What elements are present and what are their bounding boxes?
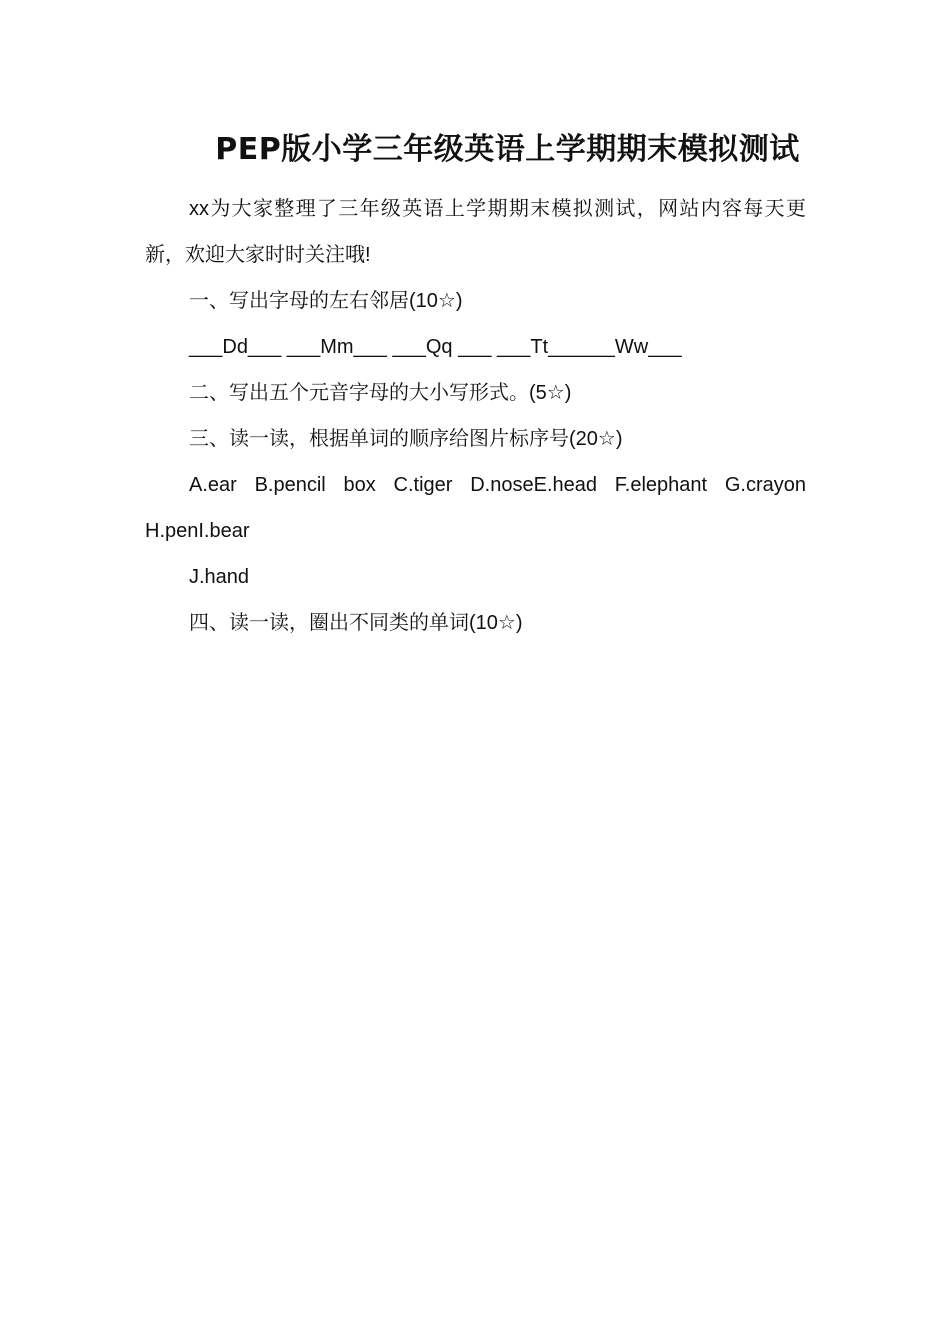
section-1-heading: 一、写出字母的左右邻居(10☆) (189, 290, 463, 312)
section-3-heading: 三、读一读，根据单词的顺序给图片标序号(20☆) (189, 428, 623, 450)
section-1-letter-blanks: ___Dd___ ___Mm___ ___Qq ___ ___Tt______Ww___ (189, 336, 682, 358)
section-3-word-list-continued: J.hand (189, 566, 250, 588)
document-title: PEP版小学三年级英语上学期期末模拟测试 (215, 132, 800, 167)
section-2-heading: 二、写出五个元音字母的大小写形式。(5☆) (189, 382, 572, 404)
document-page (145, 112, 806, 646)
title-block (145, 112, 806, 188)
section-4-heading: 四、读一读，圈出不同类的单词(10☆) (189, 612, 523, 634)
intro-paragraph: xx为大家整理了三年级英语上学期期末模拟测试，网站内容每天更新，欢迎大家时时关注哦! (145, 198, 806, 266)
section-3-word-list: A.ear B.pencil box C.tiger D.noseE.head F.elephant G.crayon H.penI.bear (145, 474, 806, 542)
